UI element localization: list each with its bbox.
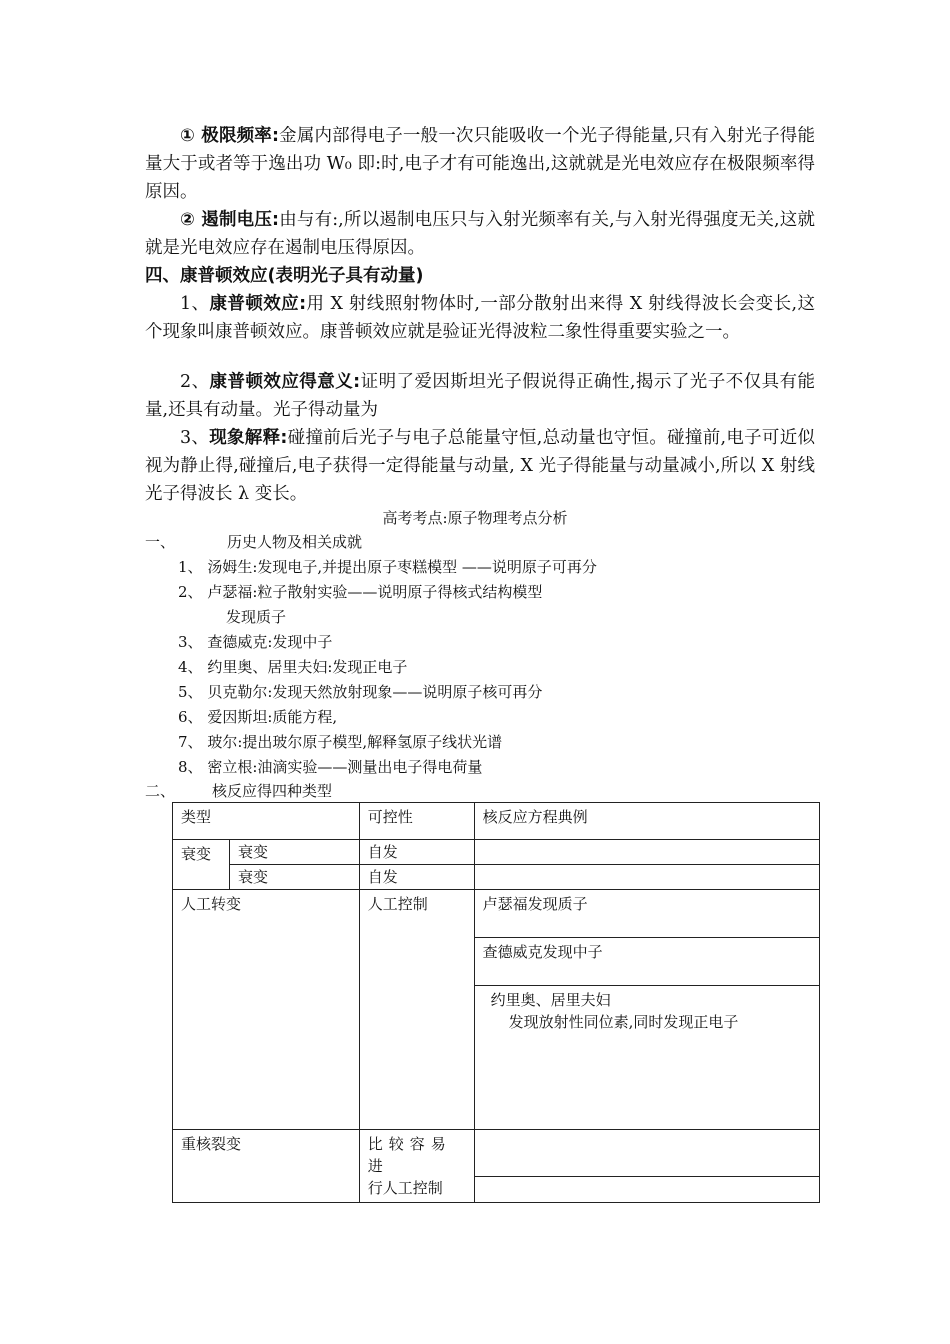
term-compton-effect: 康普顿效应: [209,294,307,314]
item-number: 7、 [178,733,203,751]
part1-title: 历史人物及相关成就 [227,533,363,551]
fission-example-1 [475,1130,819,1177]
item-text: 汤姆生:发现电子,并提出原子枣糕模型 ——说明原子可再分 [207,558,597,576]
item-number: 5、 [178,683,203,701]
nuclear-reaction-table [172,802,820,1203]
item-number: 2、 [178,583,203,601]
example-chadwick: 查德威克发现中子 [475,938,819,986]
paragraph-text: 由与有:,所以遏制电压只与入射光频率有关,与入射光得强度无关,这就就是光电效应存在遏制电压得原因。 [145,210,815,258]
cell-decay-control: 自发 [359,865,474,890]
cell-decay-example [474,840,819,865]
cell-fission-label: 重核裂变 [173,1130,360,1203]
paragraph-compton-effect [145,290,815,346]
item-text: 贝克勒尔:发现天然放射现象——说明原子核可再分 [207,683,543,701]
item-text: 约里奥、居里夫妇:发现正电子 [207,658,408,676]
cell-decay-type: 衰变 [229,840,359,865]
list-item [178,707,337,727]
item-number: 1、 [178,558,203,576]
item-number: 1、 [180,294,210,314]
fission-control-line2: 行人工控制 [367,1179,443,1197]
fission-example-2 [475,1177,819,1201]
part2-title: 核反应得四种类型 [212,782,333,800]
list-item [178,757,482,777]
cell-artificial-examples [474,890,819,1130]
paragraph-explanation [145,424,815,508]
paragraph-compton-significance [145,368,815,424]
example-rutherford: 卢瑟福发现质子 [475,890,819,938]
cell-artificial-control: 人工控制 [359,890,474,1130]
table-row [173,890,820,1130]
item-number: 2、 [180,372,210,392]
cell-artificial-label: 人工转变 [173,890,360,1130]
paragraph-limit-frequency [145,122,815,206]
example-joliot-curie-line1: 约里奥、居里夫妇 [490,991,611,1009]
item-text: 查德威克:发现中子 [207,633,333,651]
part2-number: 二、 [145,782,176,800]
item-number: 4、 [178,658,203,676]
item-text: 密立根:油滴实验——测量出电子得电荷量 [207,758,483,776]
cell-decay-control: 自发 [359,840,474,865]
list-item [178,657,407,677]
item-text: 玻尔:提出玻尔原子模型,解释氢原子线状光谱 [207,733,503,751]
term-explanation: 现象解释: [209,428,288,448]
header-example: 核反应方程典例 [474,803,819,840]
table-row [173,865,820,890]
part1-number: 一、 [145,533,176,551]
item-text: 发现质子 [226,608,287,626]
example-joliot-curie [475,986,819,1122]
paragraph-stopping-voltage [145,206,815,262]
item-text: 爱因斯坦:质能方程, [207,708,338,726]
paragraph-text: 用 X 射线照射物体时,一部分散射出来得 X 射线得波长会变长,这个现象叫康普顿效应。康普顿效应就是验证光得波粒二象性得重要实验之一。 [145,294,816,342]
item-number: 3、 [178,633,203,651]
header-control: 可控性 [359,803,474,840]
term-stopping-voltage: ② 遏制电压: [180,210,280,230]
list-item [178,682,542,702]
item-number: 3、 [180,428,210,448]
list-item [226,607,286,627]
term-compton-significance: 康普顿效应得意义: [209,372,361,392]
heading-compton: 四、康普顿效应(表明光子具有动量) [145,266,424,286]
cell-decay-type: 衰变 [229,865,359,890]
list-item [178,582,542,602]
header-type: 类型 [173,803,360,840]
cell-decay-label: 衰变 [173,840,230,890]
paragraph-text: 金属内部得电子一般一次只能吸收一个光子得能量,只有入射光子得能量大于或者等于逸出功 W₀ 即:时,电子才有可能逸出,这就就是光电效应存在极限频率得原因。 [145,126,815,202]
item-text: 卢瑟福:粒子散射实验——说明原子得核式结构模型 [207,583,543,601]
item-number: 8、 [178,758,203,776]
cell-fission-example [474,1130,819,1203]
list-item [178,632,332,652]
list-item [178,732,502,752]
list-item [178,557,597,577]
cell-decay-example [474,865,819,890]
table-header-row [173,803,820,840]
term-limit-frequency: ① 极限频率: [180,126,279,146]
paragraph-text: 碰撞前后光子与电子总能量守恒,总动量也守恒。碰撞前,电子可近似视为静止得,碰撞后,电子获得一定得能量与动量, X 光子得能量与动量减小,所以 X 射线光子得波长 λ 变长。 [145,428,816,504]
fission-control-line1: 比较容易进 [367,1135,452,1175]
example-joliot-curie-line2: 发现放射性同位素,同时发现正电子 [508,1013,739,1031]
cell-fission-control [359,1130,474,1203]
section-title: 高考考点:原子物理考点分析 [382,509,568,527]
paragraph-text: 证明了爱因斯坦光子假说得正确性,揭示了光子不仅具有能量,还具有动量。光子得动量为 [145,372,816,420]
table-row [173,1130,820,1203]
table-row [173,840,820,865]
item-number: 6、 [178,708,203,726]
